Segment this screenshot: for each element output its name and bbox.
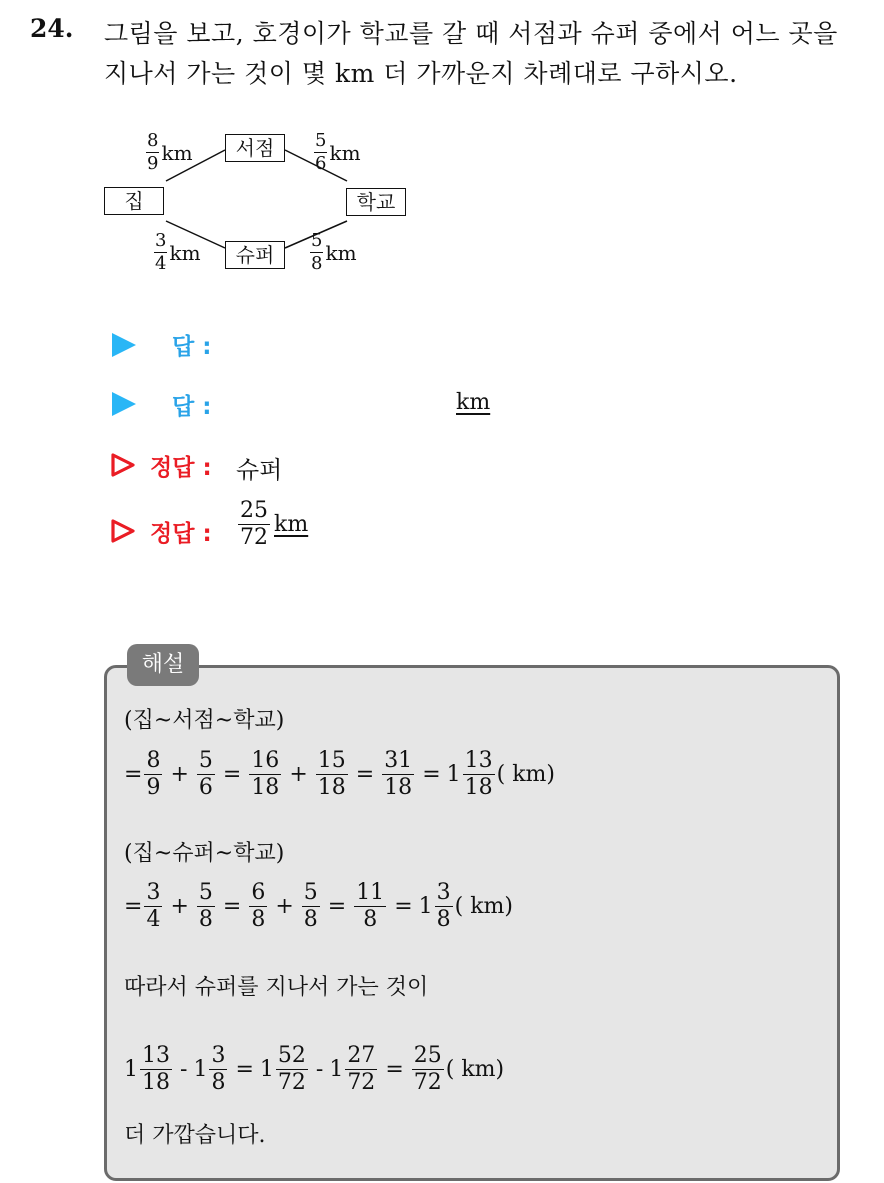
route2-title: (집~슈퍼~학교) <box>124 841 285 866</box>
correct-answer-arrow-icon <box>110 518 136 544</box>
route-diagram <box>100 128 420 288</box>
question-text-line2: 지나서 가는 것이 몇 km 더 가까운지 차례대로 구하시오. <box>104 59 738 88</box>
correct-label-1: 정답 : <box>150 455 212 481</box>
route1-title: (집~서점~학교) <box>124 708 285 733</box>
distance-bookstore-school: $\frac{5}{6}$ km <box>315 130 361 174</box>
distance-home-bookstore: $\frac{8}{9}$ km <box>147 130 193 174</box>
bookstore-box: 서점 <box>225 134 285 162</box>
correct-answer-arrow-icon <box>110 452 136 478</box>
calc-line-3: 1 $\frac{13}{18}$ - 1 $\frac{3}{8}$ = 1 $\frac{52}{72}$ - 1 $\frac{27}{72}$ = $\frac{25}{72}$ ( km) <box>124 1043 505 1095</box>
correct-answer-1: 슈퍼 <box>236 456 283 484</box>
answer-label-2: 답 : <box>172 394 212 420</box>
explanation-tab: 해설 <box>127 644 199 686</box>
correct-answer-2: $\frac{25}{72}$ km <box>240 498 309 550</box>
final-text: 더 가깝습니다. <box>124 1123 266 1148</box>
answer-arrow-icon <box>112 333 136 357</box>
school-box: 학교 <box>346 188 406 216</box>
distance-home-supermarket: $\frac{3}{4}$ km <box>155 230 201 274</box>
calc-line-2: = $\frac{3}{4}$ + $\frac{5}{8}$ = $\frac{6}{8}$ + $\frac{5}{8}$ = $\frac{11}{8}$ = 1 $\frac{3}{8}$ ( km) <box>124 880 513 932</box>
question-text-line1: 그림을 보고, 호경이가 학교를 갈 때 서점과 슈퍼 중에서 어느 곳을 <box>104 19 838 48</box>
home-box: 집 <box>104 187 164 215</box>
calc-line-1: = $\frac{8}{9}$ + $\frac{5}{6}$ = $\frac{16}{18}$ + $\frac{15}{18}$ = $\frac{31}{18}$ = 1 $\frac{13}{18}$ ( km) <box>124 748 555 800</box>
answer-label-1: 답 : <box>172 334 212 360</box>
answer-arrow-icon <box>112 392 136 416</box>
distance-supermarket-school: $\frac{5}{8}$ km <box>311 230 357 274</box>
correct-label-2: 정답 : <box>150 521 212 547</box>
question-number: 24. <box>30 14 74 43</box>
answer-unit: km <box>456 390 491 415</box>
supermarket-box: 슈퍼 <box>225 241 285 269</box>
conclusion-text: 따라서 슈퍼를 지나서 가는 것이 <box>124 975 429 1000</box>
